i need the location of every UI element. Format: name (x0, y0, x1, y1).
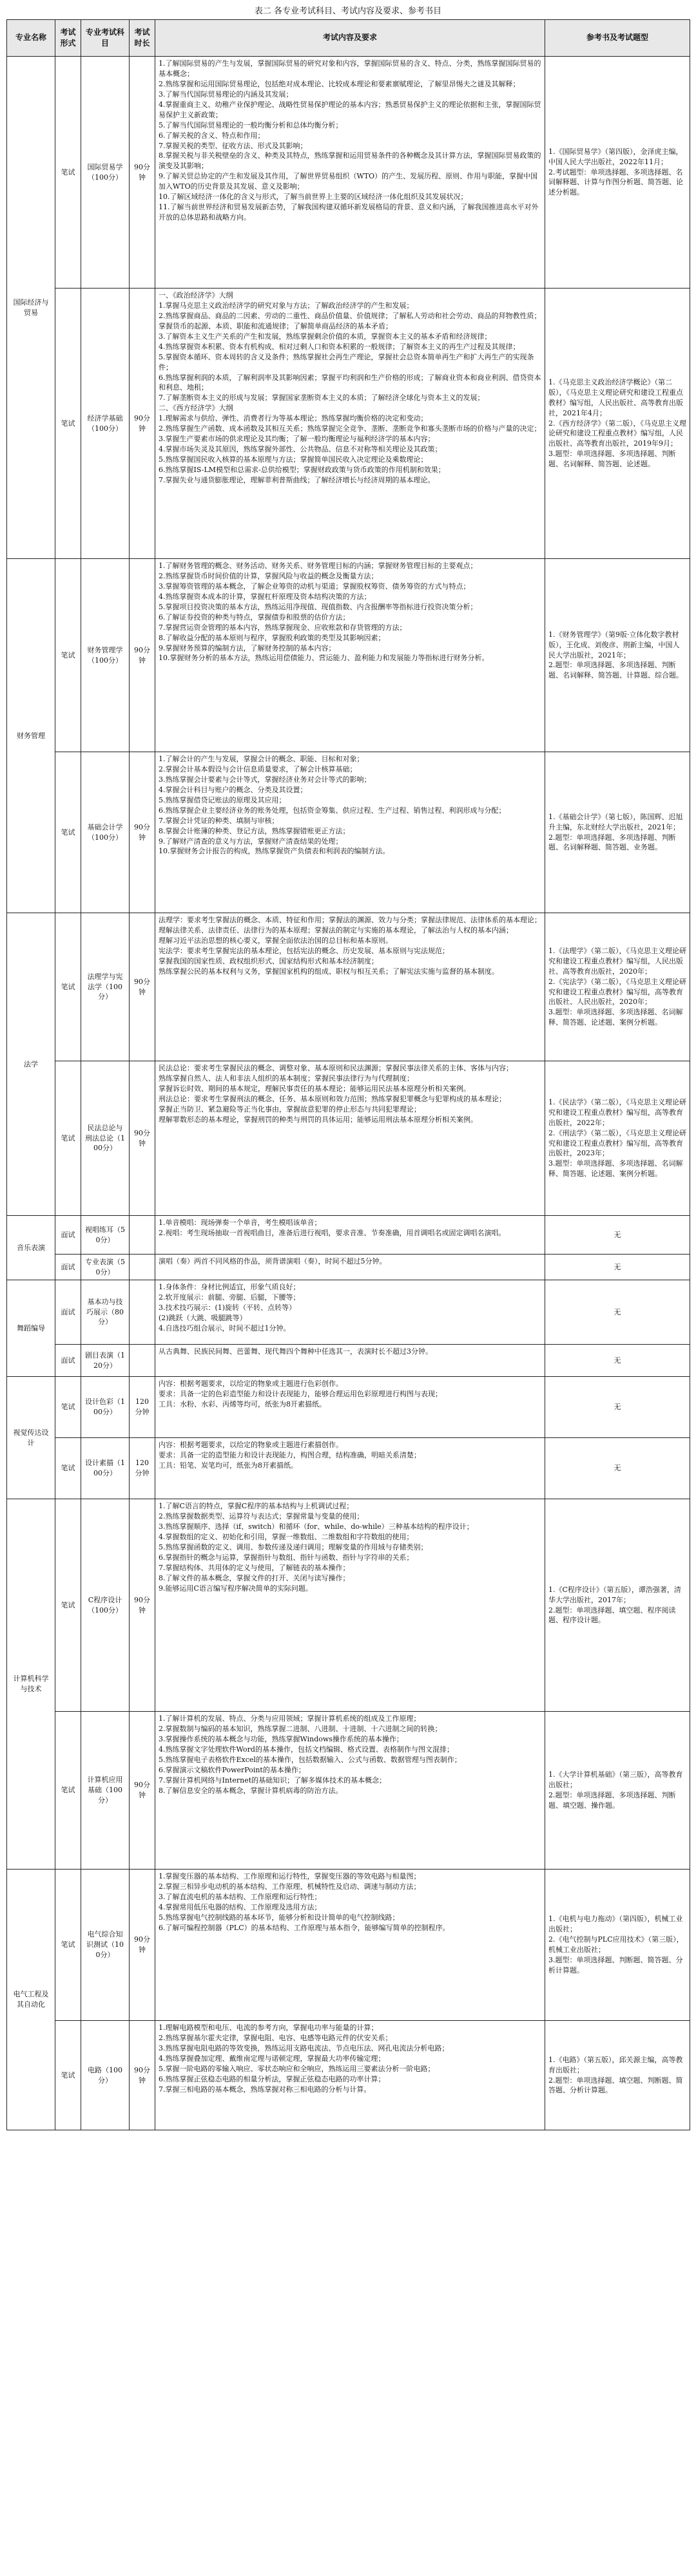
table-row (7, 1345, 690, 1377)
exam-form: 笔试 (55, 913, 81, 1061)
exam-form: 笔试 (55, 289, 81, 559)
exam-content-line: 二、《西方经济学》大纲 (159, 404, 233, 413)
exam-content-line: 1.掌握变压器的基本结构、工作原理和运行特性，掌握变压器的等效电路与相量图； (159, 1872, 421, 1880)
exam-duration: 90分钟 (130, 1712, 155, 1870)
exam-content-line: 5.熟练掌握电子表格软件Excel的基本操作，包括数据输入、公式与函数、数据管理与图表制作； (159, 1755, 461, 1764)
exam-reference-line: 无 (614, 1307, 621, 1316)
exam-content (155, 913, 545, 1061)
exam-content-line: 要求：具备一定的色彩造型能力和设计表现能力，能够合理运用色彩原理进行构图与表现； (159, 1389, 442, 1398)
exam-reference (545, 1712, 690, 1870)
exam-reference (545, 1255, 690, 1280)
table-row (7, 1216, 690, 1255)
exam-content-line: 5.熟练掌握函数的定义、调用、参数传递及递归调用；理解变量的作用域与存储类别； (159, 1542, 428, 1551)
exam-content-line: 4.掌握会计科目与账户的概念、分类及其设置； (159, 785, 307, 794)
exam-content-line: 4.掌握重商主义、幼稚产业保护理论、战略性贸易保护理论的基本内容；熟悉贸易保护主义的理论依据和主张，掌握国际贸易保护主义新政策； (159, 100, 541, 119)
exam-content-line: 8.掌握会计账簿的种类、登记方法，熟练掌握错账更正方法； (159, 826, 350, 835)
exam-form: 笔试 (55, 1499, 81, 1712)
exam-content-line: 2.熟练掌握和运用国际贸易理论，包括绝对成本理论、比较成本理论和要素禀赋理论，了解里昂惕夫之谜及其解释； (159, 79, 520, 88)
exam-content-line: 2.熟练掌握商品、商品的二因素、劳动的二重性、商品价值量、价值规律；了解私人劳动和社会劳动、商品的拜物教性质；掌握货币的起源、本质、职能和流通规律；了解简单商品经济的基本矛盾； (159, 311, 541, 330)
exam-reference-line: 3.题型：单项选择题、多项选择题、名词解释、简答题、论述题、案例分析题。 (548, 1159, 683, 1179)
major-name: 电气工程及其自动化 (7, 1870, 55, 2130)
major-name: 国际经济与贸易 (7, 57, 55, 559)
exam-content-line: 2.掌握三相异步电动机的基本结构、工作原理、机械特性及启动、调速与制动方法； (159, 1882, 421, 1891)
exam-subject: 国际贸易学（100分） (81, 57, 130, 289)
exam-reference-line: 2.《刑法学》（第二版），《马克思主义理论研究和建设工程重点教材》编写组，高等教育出版社，2023年； (548, 1128, 686, 1158)
exam-reference (545, 289, 690, 559)
exam-content-line: 7.掌握三相电路的基本概念，熟练掌握对称三相电路的分析与计算。 (159, 2085, 371, 2094)
exam-subject: 计算机应用基础（100分） (81, 1712, 130, 1870)
major-name: 视觉传达设计 (7, 1377, 55, 1499)
exam-table (6, 19, 690, 2130)
exam-content-line: 6.熟练掌握企业主要经济业务的账务处理，包括资金筹集、供应过程、生产过程、销售过程、利润形成与分配； (159, 806, 506, 815)
exam-form: 笔试 (55, 559, 81, 752)
exam-content-line: 10.掌握财务分析的基本方法，熟练运用偿债能力、营运能力、盈利能力和发展能力等指标进行财务分析。 (159, 654, 489, 663)
exam-content-line: 一、《政治经济学》大纲 (159, 291, 233, 299)
exam-content-line: 理解罪数形态的基本理论，掌握刑罚的种类与刑罚的具体运用；能够运用刑法基本原理分析相关案例。 (159, 1115, 478, 1124)
exam-subject: 电气综合知识测试（100分） (81, 1870, 130, 2021)
exam-reference-line: 1.《财务管理学》（第9版·立体化数字教材版），王化成、刘俊彦、荆新主编，中国人民大学出版社，2021年； (548, 630, 680, 659)
exam-subject: 财务管理学（100分） (81, 559, 130, 752)
exam-reference-line: 1.《民法学》（第二版），《马克思主义理论研究和建设工程重点教材》编写组，高等教育出版社，2022年； (548, 1097, 686, 1127)
exam-content-line: 7.掌握结构体、共用体的定义与使用，了解链表的基本操作； (159, 1563, 350, 1572)
exam-reference (545, 1280, 690, 1345)
exam-reference-line: 1.《C程序设计》（第五版），谭浩强著，清华大学出版社，2017年； (548, 1585, 681, 1604)
exam-reference-line: 无 (614, 1262, 621, 1271)
exam-form: 笔试 (55, 1870, 81, 2021)
exam-reference (545, 913, 690, 1061)
exam-duration (130, 1255, 155, 1280)
table-row (7, 1255, 690, 1280)
exam-content-line: 6.掌握指针的概念与运算，掌握指针与数组、指针与函数、指针与字符串的关系； (159, 1553, 414, 1562)
exam-content-line: 9.了解财产清查的意义与方法，掌握财产清查结果的处理； (159, 837, 343, 846)
exam-reference (545, 57, 690, 289)
exam-content-line: 1.了解会计的产生与发展，掌握会计的概念、职能、目标和对象； (159, 755, 364, 763)
exam-content-line: 3.了解直流电机的基本结构、工作原理和运行特性； (159, 1892, 322, 1901)
exam-reference-line: 无 (614, 1356, 621, 1365)
exam-reference-line: 1.《基础会计学》（第七版），陈国辉、迟旭升主编，东北财经大学出版社，2021年； (548, 812, 683, 831)
exam-content-line: 5.熟练掌握借贷记账法的原理及其应用； (159, 795, 286, 804)
exam-content-line: 演唱（奏）两首不同风格的作品，须背谱演唱（奏），时间不超过5分钟。 (159, 1257, 387, 1265)
exam-content (155, 1255, 545, 1280)
exam-content-line: 5.掌握一阶电路的零输入响应、零状态响应和全响应，熟练运用三要素法分析一阶电路； (159, 2064, 435, 2073)
exam-content-line: 8.了解文件的基本概念，掌握文件的打开、关闭与读写操作； (159, 1573, 350, 1582)
exam-reference-line: 无 (614, 1230, 621, 1239)
exam-content-line: 要求：具备一定的造型能力和设计表现能力，构图合理，结构准确，明暗关系清楚； (159, 1450, 421, 1459)
exam-content-line: 4.熟练掌握资本成本的计算，掌握杠杆原理及资本结构决策的方法； (159, 592, 371, 601)
exam-content-line: 10.掌握财务会计报告的构成，熟练掌握资产负债表和利润表的编制方法。 (159, 847, 390, 856)
exam-content-line: 1.了解C语言的特点，掌握C程序的基本结构与上机调试过程； (159, 1502, 354, 1510)
exam-content-line: 1.了解财务管理的概念、财务活动、财务关系、财务管理目标的内涵；掌握财务管理目标的主要观点； (159, 562, 478, 570)
exam-content-line: 理解法律关系、法律责任、法律行为的基本原理；掌握法的制定与实施的基本理论，了解法治与人权的基本内涵； (159, 925, 513, 934)
major-name: 音乐表演 (7, 1216, 55, 1280)
exam-content-line: 7.掌握计算机网络与Internet的基础知识；了解多媒体技术的基本概念； (159, 1776, 387, 1785)
exam-content-line: 2.熟练掌握数据类型、运算符与表达式；掌握常量与变量的使用； (159, 1511, 364, 1520)
exam-subject: 民法总论与刑法总论（100分） (81, 1061, 130, 1216)
exam-content-line: 6.熟练掌握利润的本质，了解利润率及其影响因素；掌握平均利润和生产价格的形成；了解商业资本和商业利润、借贷资本和利息、地租； (159, 373, 541, 392)
exam-content-line: (2)跳跃（大跳、吸腿跳等） (159, 1313, 247, 1322)
table-row (7, 1061, 690, 1216)
exam-content (155, 1345, 545, 1377)
exam-reference (545, 559, 690, 752)
exam-form: 笔试 (55, 1061, 81, 1216)
exam-duration: 90分钟 (130, 1499, 155, 1712)
exam-content-line: 3.熟练掌握会计要素与会计等式，掌握经济业务对会计等式的影响； (159, 775, 371, 784)
exam-content-line: 7.掌握营运资金管理的基本内容，熟练掌握现金、应收账款和存货管理的方法； (159, 623, 407, 632)
exam-content-line: 2.视唱：考生现场抽取一首视唱曲目，准备后进行视唱，要求音准、节奏准确，用首调唱名或固定调唱名演唱。 (159, 1228, 506, 1237)
exam-reference (545, 1438, 690, 1499)
exam-content (155, 1499, 545, 1712)
exam-reference (545, 1061, 690, 1216)
exam-form: 面试 (55, 1345, 81, 1377)
exam-content-line: 5.掌握项目投资决策的基本方法，熟练运用净现值、现值指数、内含报酬率等指标进行投资决策分析； (159, 602, 478, 611)
exam-content-line: 民法总论：要求考生掌握民法的概念、调整对象、基本原则和民法渊源；掌握民事法律关系的主体、客体与内容； (159, 1064, 513, 1072)
exam-content (155, 1377, 545, 1438)
exam-content-line: 1.单音模唱：现场弹奏一个单音，考生模唱该单音； (159, 1218, 322, 1227)
exam-content-line: 掌握正当防卫、紧急避险等正当化事由，掌握故意犯罪的停止形态与共同犯罪理论； (159, 1104, 421, 1113)
exam-content-line: 1.掌握马克思主义政治经济学的研究对象与方法；了解政治经济学的产生和发展； (159, 301, 414, 310)
major-name: 舞蹈编导 (7, 1280, 55, 1377)
exam-form: 笔试 (55, 1712, 81, 1870)
exam-content-line: 10.了解区域经济一体化的含义与形式，了解当前世界上主要的区域经济一体化组织及其发展状况； (159, 193, 468, 202)
exam-content-line: 1.了解国际贸易的产生与发展，掌握国际贸易的研究对象和内容，掌握国际贸易的含义、特点、分类，熟练掌握国际贸易的基本概念； (159, 59, 541, 78)
exam-content-line: 2.熟练掌握基尔霍夫定律，掌握电阻、电容、电感等电路元件的伏安关系； (159, 2033, 392, 2042)
exam-content-line: 5.掌握资本循环、资本周转的含义及条件；熟练掌握社会再生产理论，掌握社会总资本简单再生产和扩大再生产的实现条件； (159, 352, 534, 372)
exam-content-line: 7.了解垄断资本主义的形成与发展；掌握国家垄断资本主义的本质；了解经济全球化与资本主义的发展； (159, 393, 485, 402)
exam-reference-line: 2.《西方经济学》（第二版），《马克思主义理论研究和建设工程重点教材》编写组，人民出版社、高等教育出版社，2019年9月； (548, 419, 686, 448)
exam-content-line: 7.掌握失业与通货膨胀理论，理解菲利普斯曲线；了解经济增长与经济周期的基本理论。 (159, 475, 435, 484)
exam-form: 笔试 (55, 1377, 81, 1438)
exam-content-line: 宪法学：要求考生掌握宪法的基本理论，包括宪法的概念、历史发展、基本原则与宪法规范； (159, 946, 449, 955)
exam-duration: 90分钟 (130, 57, 155, 289)
exam-content (155, 2021, 545, 2130)
exam-form: 笔试 (55, 1438, 81, 1499)
exam-reference-line: 2.题型：单项选择题、填空题、程序阅读题、程序设计题。 (548, 1605, 676, 1625)
exam-content-line: 熟练掌握公民的基本权利与义务，掌握国家机构的组成、职权与相互关系；了解宪法实施与监督的基本制度。 (159, 967, 499, 976)
exam-content-line: 内容：根据考题要求，以给定的物象或主题进行色彩创作。 (159, 1379, 343, 1388)
exam-duration: 90分钟 (130, 289, 155, 559)
exam-content-line: 7.掌握会计凭证的种类、填制与审核； (159, 816, 279, 825)
exam-content-line: 6.了解关税的含义、特点和作用； (159, 131, 265, 140)
table-row (7, 1712, 690, 1870)
header-duration: 考试时长 (130, 20, 155, 57)
exam-subject: 基本功与技巧展示（80分） (81, 1280, 130, 1345)
exam-content-line: 1.理解需求与供给、弹性、消费者行为等基本理论；熟练掌握均衡价格的决定和变动； (159, 414, 428, 423)
exam-content-line: 4.熟练掌握叠加定理、戴维南定理与诺顿定理，掌握最大功率传输定理； (159, 2054, 385, 2063)
table-row (7, 1499, 690, 1712)
exam-reference-line: 2.题型：单项选择题、多项选择题、判断题、填空题、操作题。 (548, 1791, 676, 1810)
exam-content-line: 6.熟练掌握正弦稳态电路的相量分析法，掌握正弦稳态电路的功率计算； (159, 2074, 385, 2083)
exam-duration: 90分钟 (130, 559, 155, 752)
exam-content (155, 289, 545, 559)
header-reference: 参考书及考试题型 (545, 20, 690, 57)
exam-duration (130, 1345, 155, 1377)
header-subject: 专业考试科目 (81, 20, 130, 57)
exam-form: 笔试 (55, 57, 81, 289)
exam-content-line: 法理学：要求考生掌握法的概念、本质、特征和作用；掌握法的渊源、效力与分类；掌握法律规范、法律体系的基本理论； (159, 916, 541, 924)
exam-reference-line: 1.《法理学》（第二版），《马克思主义理论研究和建设工程重点教材》编写组，人民出版社、高等教育出版社，2020年； (548, 946, 686, 976)
table-row (7, 1377, 690, 1438)
header-row (7, 20, 690, 57)
exam-duration: 90分钟 (130, 752, 155, 913)
exam-content (155, 752, 545, 913)
table-row (7, 559, 690, 752)
exam-content-line: 8.了解收益分配的基本原则与程序，掌握股利政策的类型及其影响因素； (159, 633, 385, 642)
exam-content-line: 掌握诉讼时效、期间的基本规定，理解民事责任的基本理论；能够运用民法基本原理分析相关案例。 (159, 1084, 470, 1093)
exam-content-line: 3.掌握操作系统的基本概念与功能，熟练掌握Windows操作系统的基本操作； (159, 1734, 403, 1743)
exam-content-line: 4.熟练掌握文字处理软件Word的基本操作，包括文档编辑、格式设置、表格制作与图文混排； (159, 1745, 454, 1754)
exam-reference-line: 2.题型：单项选择题、填空题、判断题、简答题、分析计算题。 (548, 2076, 683, 2095)
table-row (7, 1870, 690, 2021)
exam-content-line: 5.熟练掌握国民收入核算的基本原理与方法；掌握简单国民收入决定理论及乘数理论； (159, 455, 428, 464)
exam-reference-line: 1.《大学计算机基础》（第三版），高等教育出版社； (548, 1770, 683, 1790)
exam-content-line: 2.熟练掌握生产函数、成本函数及其相互关系；熟练掌握完全竞争、垄断、垄断竞争和寡头垄断市场的价格与产量的决定； (159, 424, 541, 433)
exam-reference-line: 2.《宪法学》（第二版），《马克思主义理论研究和建设工程重点教材》编写组，高等教育出版社、人民出版社，2020年； (548, 977, 686, 1007)
exam-subject: 视唱练耳（50分） (81, 1216, 130, 1255)
exam-duration: 90分钟 (130, 1061, 155, 1216)
exam-reference-line: 2.考试题型：单项选择题、多项选择题、名词解释题、计算与作图分析题、简答题、论述分析题。 (548, 167, 683, 197)
exam-content-line: 2.熟练掌握货币时间价值的计算，掌握风险与收益的概念及衡量方法； (159, 571, 378, 580)
exam-subject: 电路（100分） (81, 2021, 130, 2130)
exam-reference-line: 1.《马克思主义政治经济学概论》（第二版），《马克思主义理论研究和建设工程重点教材》编写组，人民出版社、高等教育出版社，2021年4月； (548, 377, 683, 417)
table-caption: 表二 各专业考试科目、考试内容及要求、参考书目 (254, 6, 442, 16)
exam-duration: 120分钟 (130, 1377, 155, 1438)
exam-subject: 基础会计学（100分） (81, 752, 130, 913)
exam-reference-line: 3.题型：单项选择题、判断题、简答题、分析计算题。 (548, 1955, 683, 1975)
exam-content-line: 6.了解证券投资的种类与特点，掌握债券和股票的估价方法； (159, 612, 350, 621)
table-row (7, 913, 690, 1061)
table-row (7, 752, 690, 913)
exam-content-line: 工具：水粉、水彩、丙烯等均可，纸张为8开素描纸。 (159, 1399, 326, 1408)
exam-content-line: 2.掌握会计基本假设与会计信息质量要求，了解会计核算基础； (159, 764, 357, 773)
exam-duration (130, 1216, 155, 1255)
exam-subject: 法理学与宪法学（100分） (81, 913, 130, 1061)
table-row (7, 1438, 690, 1499)
exam-reference (545, 1377, 690, 1438)
exam-duration: 90分钟 (130, 2021, 155, 2130)
exam-content (155, 1061, 545, 1216)
exam-subject: 剧目表演（120分） (81, 1345, 130, 1377)
exam-reference-line: 2.题型：单项选择题、多项选择题、判断题、名词解释、简答题、计算题、综合题。 (548, 661, 683, 680)
exam-content (155, 559, 545, 752)
exam-form: 面试 (55, 1255, 81, 1280)
exam-content-line: 8.了解信息安全的基本概念，掌握计算机病毒的防治方法。 (159, 1786, 343, 1795)
exam-reference-line: 2.《电气控制与PLC应用技术》（第三版），机械工业出版社； (548, 1935, 684, 1954)
exam-form: 笔试 (55, 752, 81, 913)
exam-reference-line: 3.题型：单项选择题、多项选择题、名词解释、简答题、论述题、案例分析题。 (548, 1008, 683, 1027)
exam-content-line: 9.能够运用C语言编写程序解决简单的实际问题。 (159, 1584, 313, 1593)
exam-content-line: 3.技术技巧展示：(1)旋转（平转、点转等） (159, 1303, 296, 1312)
exam-content-line: 11.了解当前世界经济和贸易发展新态势，了解我国构建双循环新发展格局的背景、意义和内涵，了解我国推进高水平对外开放的总体思路和战略方向。 (159, 203, 539, 222)
table-row (7, 289, 690, 559)
exam-content-line: 从古典舞、民族民间舞、芭蕾舞、现代舞四个舞种中任选其一，表演时长不超过3分钟。 (159, 1347, 432, 1356)
exam-content-line: 5.熟练掌握电气控制线路的基本环节，能够分析和设计简单的电气控制线路； (159, 1913, 400, 1922)
exam-content-line: 4.熟练掌握资本积累、资本有机构成、相对过剩人口和资本积累的一般规律；了解资本主义的再生产过程及其规律； (159, 342, 520, 351)
major-name: 法学 (7, 913, 55, 1216)
exam-content-line: 1.身体条件：身材比例适宜，形象气质良好； (159, 1283, 300, 1291)
exam-reference-line: 1.《电机与电力拖动》（第四版），机械工业出版社； (548, 1915, 683, 1934)
exam-content-line: 3.熟练掌握电阻电路的等效变换，熟练运用支路电流法、节点电压法、网孔电流法分析电路； (159, 2043, 449, 2052)
exam-content-line: 1.理解电路模型和电压、电流的参考方向，掌握电功率与能量的计算； (159, 2023, 378, 2032)
exam-subject: 设计素描（100分） (81, 1438, 130, 1499)
exam-content-line: 7.掌握关税的类型、征收方法、形式及其影响； (159, 141, 307, 150)
exam-content (155, 1216, 545, 1255)
exam-subject: 专业表演（50分） (81, 1255, 130, 1280)
exam-content-line: 3.掌握筹资管理的基本概念，了解企业筹资的动机与渠道；掌握股权筹资、债务筹资的方式与特点； (159, 582, 470, 591)
exam-reference (545, 1870, 690, 2021)
exam-form: 笔试 (55, 2021, 81, 2130)
header-major: 专业名称 (7, 20, 55, 57)
exam-reference-line: 无 (614, 1403, 621, 1412)
exam-content-line: 3.了解当代国际贸易理论的内涵及其发展； (159, 90, 293, 99)
exam-content-line: 刑法总论：要求考生掌握刑法的概念、任务、基本原则和效力范围；熟练掌握犯罪概念与犯罪构成的基本理论； (159, 1094, 506, 1103)
exam-duration: 120分钟 (130, 1438, 155, 1499)
exam-content-line: 2.软开度展示：前腿、旁腿、后腿，下腰等； (159, 1293, 300, 1302)
major-name: 财务管理 (7, 559, 55, 913)
exam-reference-line: 1.《电路》（第五版），邱关源主编，高等教育出版社； (548, 2055, 683, 2074)
exam-content-line: 理解习近平法治思想的核心要义，掌握全面依法治国的总目标和基本原则。 (159, 936, 392, 945)
exam-reference-line: 无 (614, 1464, 621, 1473)
exam-reference-line: 3.题型：单项选择题、多项选择题、判断题、名词解释、简答题、论述题。 (548, 450, 676, 469)
exam-content-line: 5.了解当代国际贸易理论的一般均衡分析和总体均衡分析； (159, 120, 343, 129)
exam-content-line: 3.了解资本主义生产关系的产生和发展，熟练掌握剩余价值的本质，掌握资本主义的基本矛盾和经济规律； (159, 332, 492, 341)
exam-content-line: 熟练掌握自然人、法人和非法人组织的基本制度；掌握民事法律行为与代理制度； (159, 1074, 414, 1083)
exam-content (155, 1712, 545, 1870)
exam-content (155, 57, 545, 289)
exam-reference-line: 2.题型：单项选择题、多项选择题、判断题、名词解释题、简答题、业务题。 (548, 833, 676, 852)
exam-content-line: 内容：根据考题要求，以给定的物象或主题进行素描创作。 (159, 1441, 343, 1449)
exam-reference (545, 2021, 690, 2130)
header-form: 考试形式 (55, 20, 81, 57)
exam-content-line: 2.掌握数制与编码的基本知识，熟练掌握二进制、八进制、十进制、十六进制之间的转换； (159, 1724, 442, 1733)
exam-content-line: 4.掌握市场失灵及其原因，熟练掌握外部性、公共物品、信息不对称等相关理论及其政策； (159, 445, 442, 454)
exam-content-line: 4.掌握数组的定义、初始化和引用，掌握一维数组、二维数组和字符数组的使用； (159, 1532, 414, 1541)
table-row (7, 57, 690, 289)
exam-content-line: 8.掌握关税与非关税壁垒的含义、种类及其特点，熟练掌握和运用贸易条件的各种概念及其计算方法，掌握国际贸易政策的演变及其影响； (159, 151, 541, 171)
header-content: 考试内容及要求 (155, 20, 545, 57)
exam-content-line: 6.熟练掌握IS-LM模型和总需求-总供给模型；掌握财政政策与货币政策的作用机制和效果； (159, 465, 445, 474)
table-row (7, 2021, 690, 2130)
exam-form: 面试 (55, 1280, 81, 1345)
exam-subject: 经济学基础（100分） (81, 289, 130, 559)
exam-content-line: 工具：铅笔、炭笔均可，纸张为8开素描纸。 (159, 1461, 298, 1470)
exam-subject: 设计色彩（100分） (81, 1377, 130, 1438)
exam-content (155, 1438, 545, 1499)
table-row (7, 1280, 690, 1345)
exam-reference (545, 752, 690, 913)
exam-content-line: 9.了解关贸总协定的产生和发展及其作用，了解世界贸易组织（WTO）的产生、发展历程、原则、作用与职能，掌握中国加入WTO的历史背景及其发展、意义及影响； (159, 172, 538, 191)
exam-reference (545, 1499, 690, 1712)
exam-content-line: 4.自选技巧组合展示，时间不超过1分钟。 (159, 1323, 291, 1332)
exam-duration: 90分钟 (130, 1870, 155, 2021)
exam-content-line: 4.掌握常用低压电器的结构、工作原理及选用方法； (159, 1902, 322, 1911)
exam-duration: 90分钟 (130, 913, 155, 1061)
exam-duration (130, 1280, 155, 1345)
exam-content-line: 3.熟练掌握顺序、选择（if、switch）和循环（for、while、do-while）三种基本结构的程序设计； (159, 1522, 474, 1531)
exam-content (155, 1870, 545, 2021)
exam-content-line: 3.掌握生产要素市场的供求理论及其均衡；了解一般均衡理论与福利经济学的基本内容； (159, 435, 435, 444)
exam-form: 面试 (55, 1216, 81, 1255)
exam-subject: C程序设计（100分） (81, 1499, 130, 1712)
exam-content-line: 掌握我国的国家性质、政权组织形式、国家结构形式和基本经济制度； (159, 956, 378, 965)
exam-content-line: 6.掌握演示文稿软件PowerPoint的基本操作； (159, 1765, 305, 1774)
exam-reference-line: 1.《国际贸易学》（第四版），金泽虎主编，中国人民大学出版社，2022年11月； (548, 147, 683, 166)
major-name: 计算机科学与技术 (7, 1499, 55, 1870)
table-body (7, 57, 690, 2130)
exam-reference (545, 1345, 690, 1377)
exam-content-line: 1.了解计算机的发展、特点、分类与应用领域；掌握计算机系统的组成及工作原理； (159, 1714, 421, 1723)
exam-content-line: 6.了解可编程控制器（PLC）的基本结构、工作原理与基本指令，能够编写简单的控制程序。 (159, 1923, 450, 1932)
exam-content (155, 1280, 545, 1345)
exam-content-line: 9.掌握财务预算的编制方法，了解财务控制的基本内容； (159, 643, 336, 652)
exam-reference (545, 1216, 690, 1255)
